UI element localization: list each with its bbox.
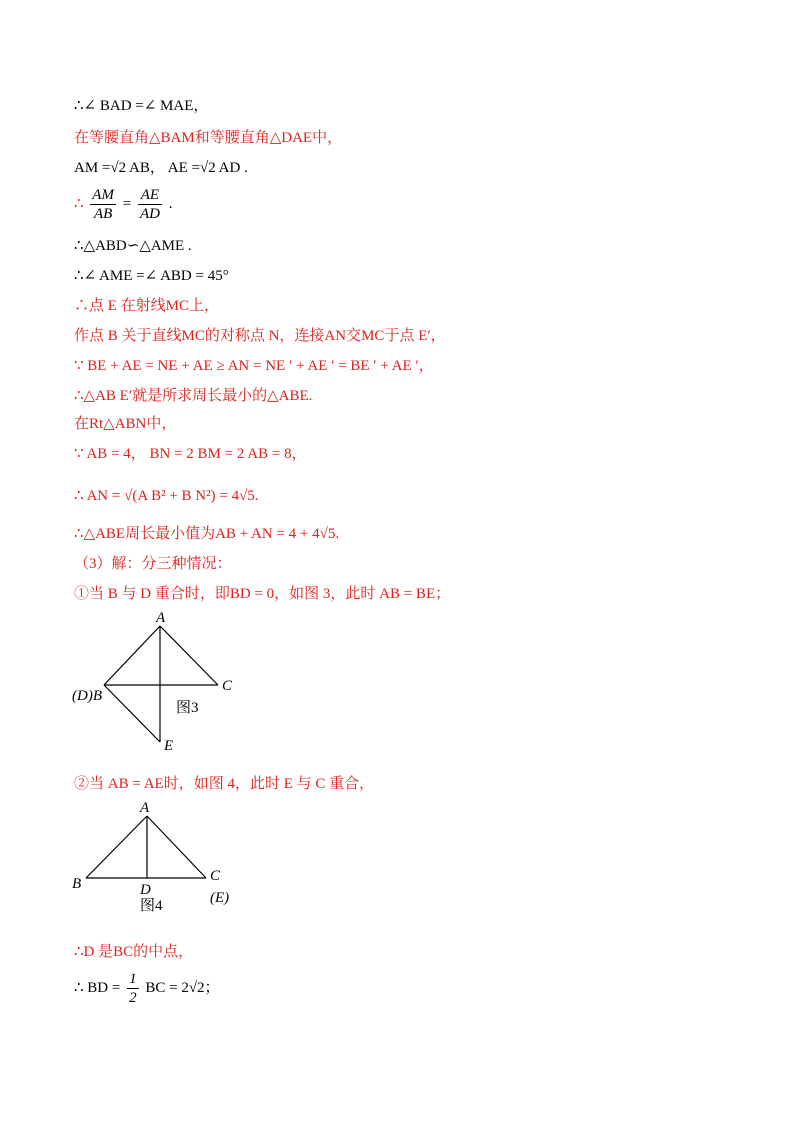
line-19 (74, 970, 220, 1007)
line-16: ①当 B 与 D 重合时，即BD = 0，如图 3，此时 AB = BE； (74, 586, 451, 602)
segment-be (104, 685, 160, 742)
line-11: 在Rt△ABN中， (74, 416, 177, 432)
segment-ac (147, 816, 206, 878)
label-e: E (164, 738, 174, 754)
segment-ab (104, 626, 160, 685)
line-8: 作点 B 关于直线MC的对称点 N，连接AN交MC于点 E′， (74, 328, 446, 344)
segment-ac (160, 626, 218, 685)
fraction-denominator: AD (139, 206, 160, 222)
therefore-symbol: ∴ (74, 195, 84, 212)
fraction-am-ab (90, 186, 116, 223)
fraction-numerator: AM (92, 187, 114, 203)
line-6: ∴∠ AME =∠ ABD = 45° (74, 268, 229, 284)
line-17: ②当 AB = AE时，如图 4，此时 E 与 C 重合， (74, 776, 375, 792)
label-c: C (222, 678, 233, 694)
line-1: ∴∠ BAD =∠ MAE， (74, 98, 209, 114)
line-10: ∴△AB E′就是所求周长最小的△ABE. (74, 388, 313, 404)
line-7: ∴点 E 在射线MC上， (74, 298, 220, 314)
label-b: B (72, 876, 82, 892)
fraction-denominator: 2 (129, 990, 137, 1006)
fraction-denominator: AB (93, 206, 113, 222)
figure-3 (60, 608, 260, 758)
bd-prefix: ∴ BD = (74, 979, 121, 996)
line-5: ∴△ABD∽△AME . (74, 238, 192, 254)
figure-3-caption: 图3 (176, 700, 199, 716)
fraction-numerator: AE (138, 186, 162, 205)
line-14: ∴△ABE周长最小值为AB + AN = 4 + 4√5. (74, 526, 340, 542)
figure-4 (60, 796, 260, 916)
period: . (168, 195, 173, 212)
fraction-one-half (127, 970, 139, 1007)
fraction-ae-ad (138, 186, 162, 223)
line-3: AM =√2 AB， AE =√2 AD . (74, 160, 248, 176)
bd-suffix: BC = 2√2； (145, 979, 220, 996)
label-db: (D)B (72, 688, 102, 704)
label-e: (E) (210, 890, 230, 906)
line-18: ∴D 是BC的中点， (74, 944, 194, 960)
line-2: 在等腰直角△BAM和等腰直角△DAE中， (74, 130, 343, 146)
line-4 (74, 186, 172, 223)
line-9: ∵ BE + AE = NE + AE ≥ AN = NE ′ + AE ′ = BE ′ + AE ′， (74, 358, 434, 374)
label-c: C (210, 868, 221, 884)
line-12: ∵ AB = 4， BN = 2 BM = 2 AB = 8， (74, 446, 307, 462)
equals-sign: = (122, 195, 132, 212)
fraction-numerator: 1 (129, 971, 137, 987)
label-d: D (140, 882, 151, 898)
line-15: （3）解：分三种情况： (74, 556, 232, 572)
figure-4-caption: 图4 (140, 898, 163, 914)
line-13: ∴ AN = √(A B² + B N²) = 4√5. (74, 488, 259, 504)
label-a: A (156, 610, 166, 626)
label-a: A (140, 800, 150, 816)
segment-ab (86, 816, 147, 878)
